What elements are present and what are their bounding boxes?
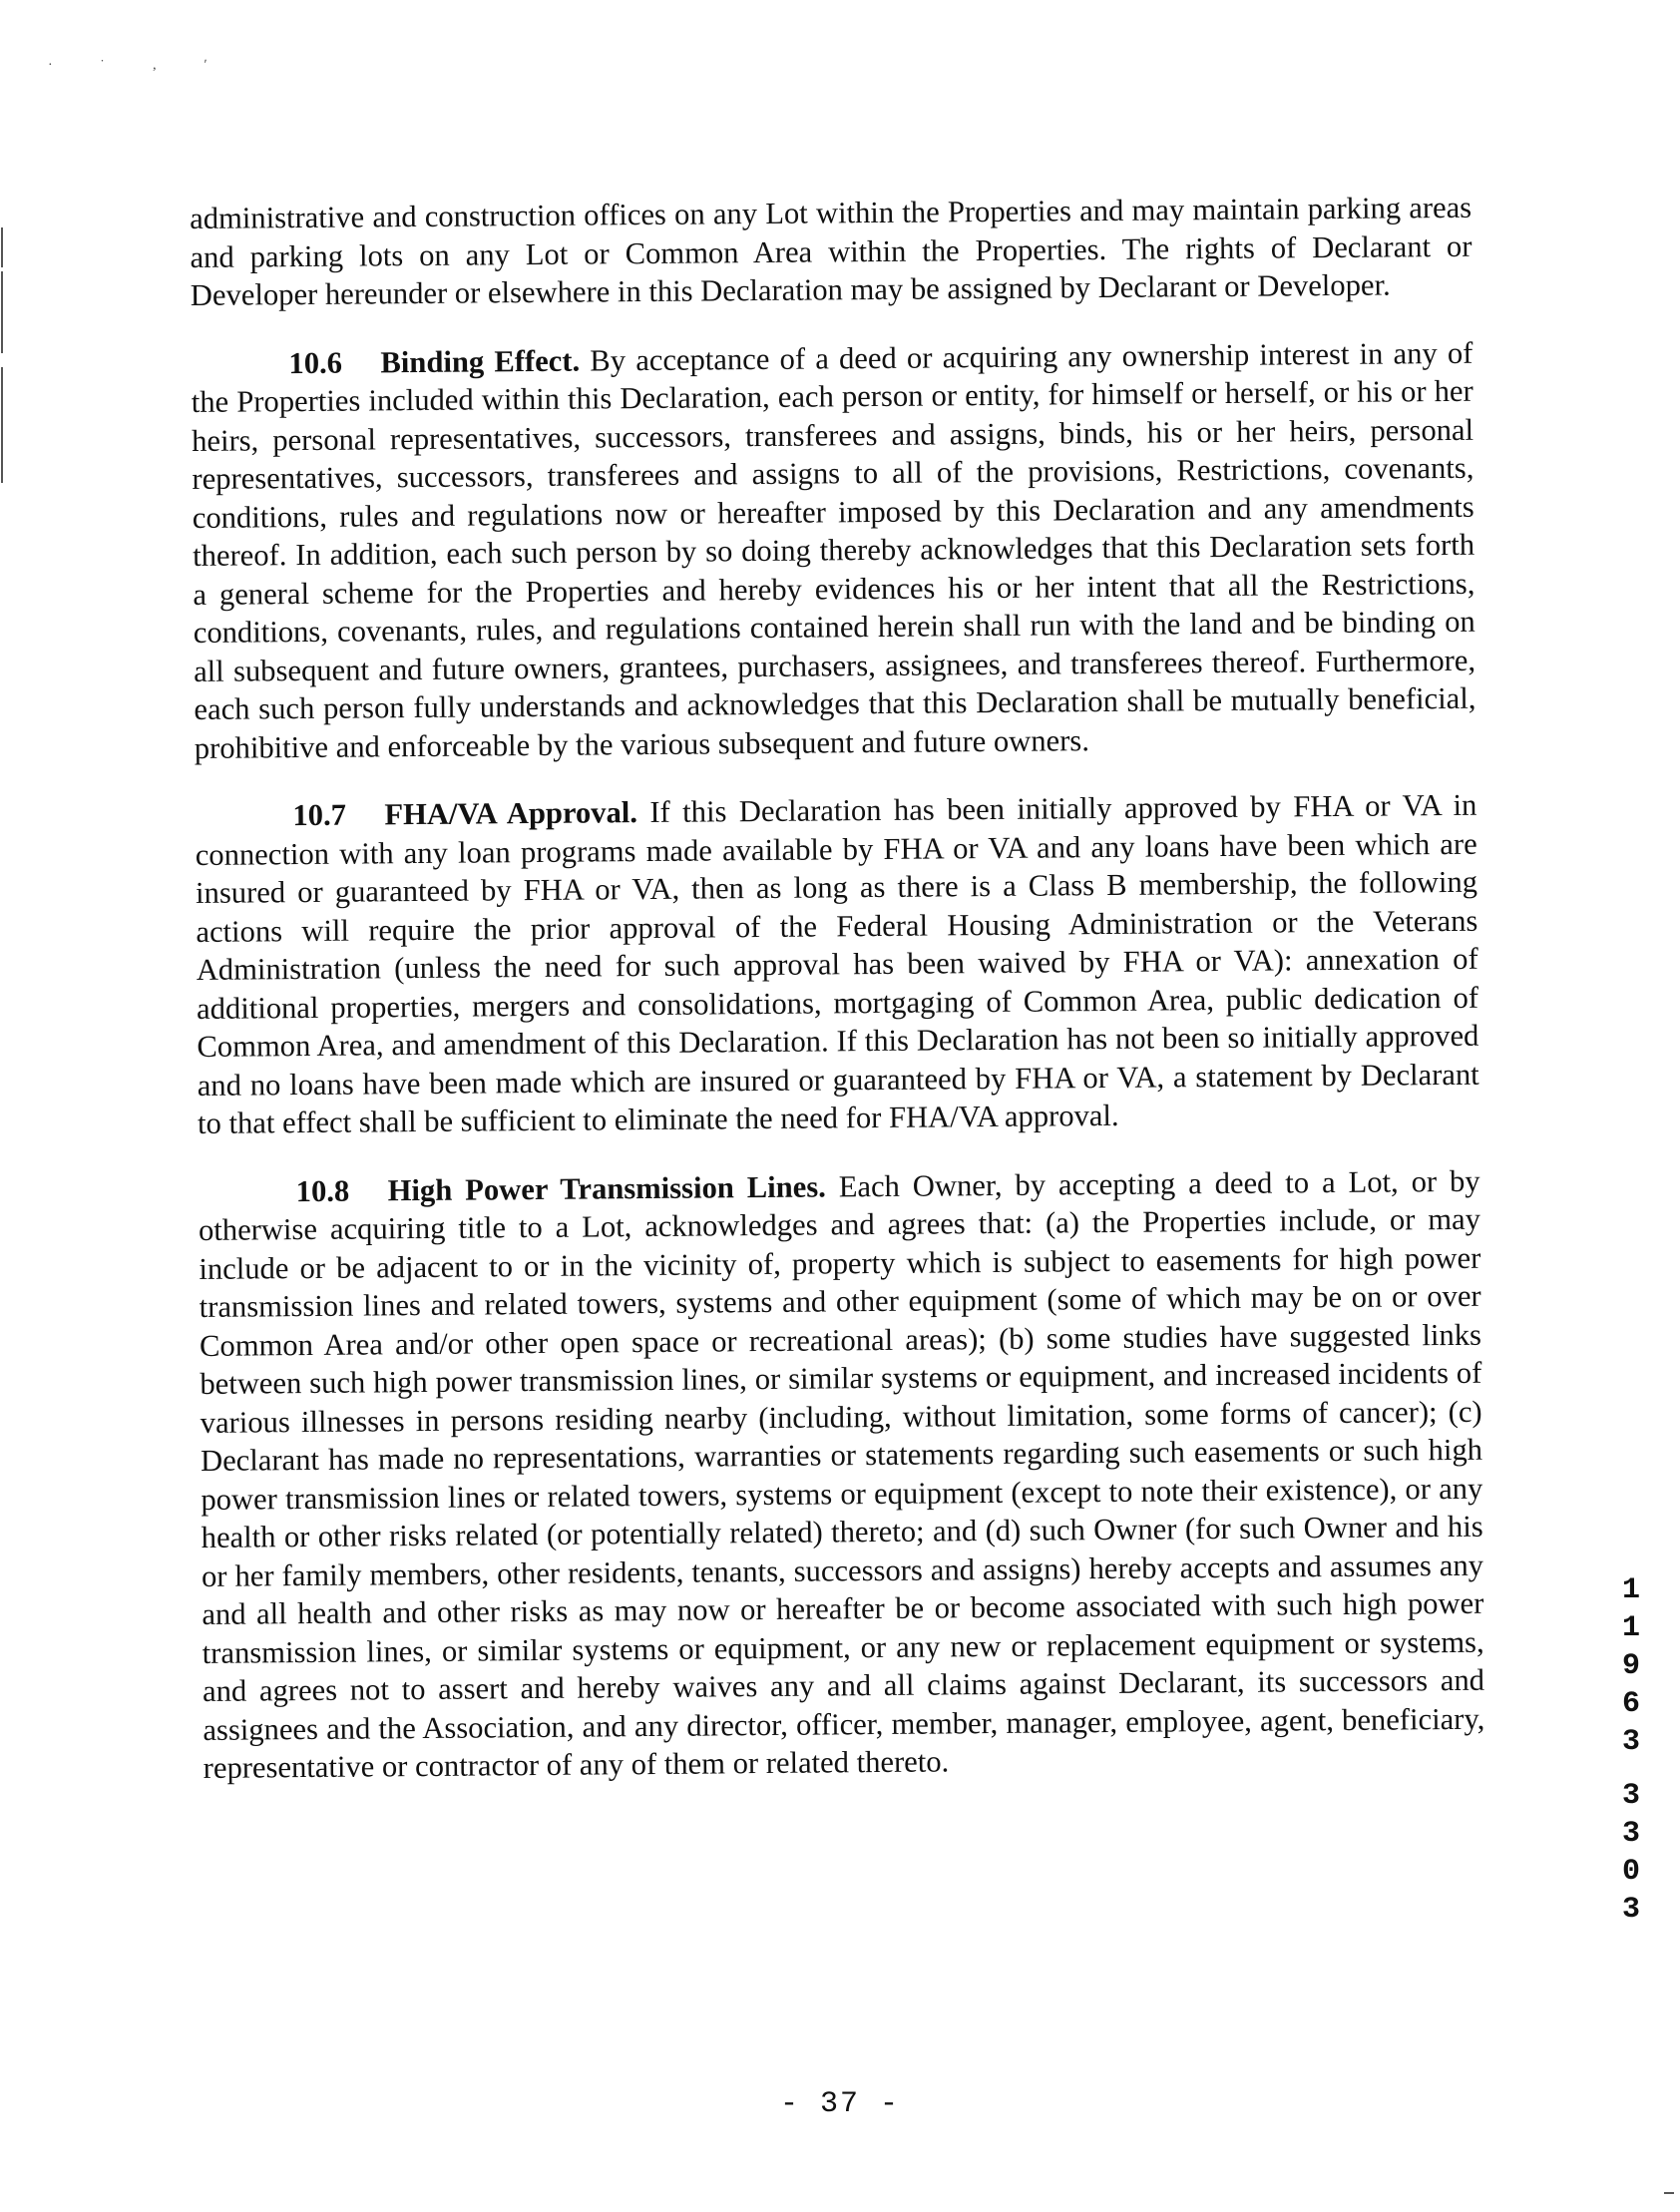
section-number: 10.6	[288, 345, 343, 380]
margin-scan-line	[1, 367, 3, 483]
stamp-digit: 3	[1621, 1893, 1640, 1927]
stamp-digit: 0	[1621, 1855, 1640, 1889]
section-title: FHA/VA Approval.	[384, 795, 638, 832]
section-body: Each Owner, by accepting a deed to a Lot, or by otherwise acquiring title to a Lot, acknowledges and agrees that: (a) the Properties include, or may include or be adjacent to or in the vicinity of, property which is subject to easements for high power transmission lines and related towers, systems and other equipment (some of which may be on or over Common Area and/or other open space or recreational areas); (b) some studies have suggested links between such high power transmission lines, or similar systems or equipment, and increased incidents of various illnesses in persons residing nearby (including, without limitation, some forms of cancer); (c) Declarant has made no representations, warranties or statements regarding such easements or such high power transmission lines or related towers, systems or equipment (except to note their existence), or any health or other risks related (or potentially related) thereto; and (d) such Owner (for such Owner and his or her family members, other residents, tenants, successors and assigns) hereby accepts and assumes any and all health and other risks as may now or hereafter be or become associated with such high power transmission lines, or similar systems or equipment, or any new or replacement equipment or systems, and agrees not to assert and hereby waives any and all claims against Declarant, its successors and assignees and the Association, and any director, officer, member, manager, employee, agent, beneficiary, representative or contractor of any of them or related thereto.	[198, 1163, 1485, 1785]
section-title: Binding Effect.	[380, 343, 581, 379]
section-body: By acceptance of a deed or acquiring any ownership interest in any of the Properties included within this Declaration, each person or entity, for himself or herself, or his or her heirs, personal representatives, successors, transferees and assigns, binds, his or her heirs, personal representatives, successors, transferees and assigns to all of the provisions, Restrictions, covenants, conditions, rules and regulations now or hereafter imposed by this Declaration and any amendments thereof. In addition, each such person by so doing thereby acknowledges that this Declaration sets forth a general scheme for the Properties and hereby evidences his or her intent that all the Restrictions, conditions, covenants, rules, and regulations contained herein shall run with the land and be binding on all subsequent and future owners, grantees, purchasers, assignees, and transferees thereof. Furthermore, each such person fully understands and acknowledges that this Declaration shall be mutually beneficial, prohibitive and enforceable by the various subsequent and future owners.	[191, 335, 1476, 765]
recording-stamp	[1614, 1571, 1648, 1929]
document-body	[190, 189, 1485, 1818]
stamp-digit: 6	[1621, 1687, 1640, 1721]
scan-specks: · ˙ ‚ ʹ	[48, 58, 229, 73]
margin-scan-line	[1, 227, 3, 267]
section-10-8	[199, 1161, 1485, 1787]
stamp-digit: 3	[1621, 1779, 1640, 1813]
section-number: 10.7	[292, 797, 347, 833]
section-title: High Power Transmission Lines.	[387, 1168, 826, 1207]
page-number: - 37 -	[779, 2087, 901, 2121]
opening-paragraph: administrative and construction offices on any Lot within the Properties and may maintain parking areas and parking lots on any Lot or Common Area within the Properties. The rights of Declarant or Developer hereunder or elsewhere in this Declaration may be assigned by Declarant or Developer.	[190, 190, 1472, 312]
section-10-7	[195, 786, 1479, 1143]
section-10-6	[191, 333, 1476, 767]
stamp-digit: 9	[1621, 1649, 1640, 1683]
stamp-digit: 1	[1621, 1611, 1640, 1645]
scan-corner-mark	[1664, 2192, 1674, 2194]
stamp-digit: 1	[1621, 1573, 1640, 1607]
section-number: 10.8	[295, 1173, 350, 1208]
stamp-digit: 3	[1621, 1817, 1640, 1851]
stamp-digit: 3	[1621, 1725, 1640, 1759]
section-body: If this Declaration has been initially approved by FHA or VA in connection with any loan programs made available by FHA or VA and any loans have been which are insured or guaranteed by FHA or VA, then as long as there is a Class B membership, the following actions will require the prior approval of the Federal Housing Administration or the Veterans Administration (unless the need for such approval has been waived by FHA or VA): annexation of additional properties, mergers and consolidations, mortgaging of Common Area, public dedication of Common Area, and amendment of this Declaration. If this Declaration has not been so initially approved and no loans have been made which are insured or guaranteed by FHA or VA, a statement by Declarant to that effect shall be sufficient to eliminate the need for FHA/VA approval.	[195, 787, 1479, 1140]
stamp-gap	[1614, 1761, 1648, 1777]
margin-scan-line	[1, 271, 3, 353]
